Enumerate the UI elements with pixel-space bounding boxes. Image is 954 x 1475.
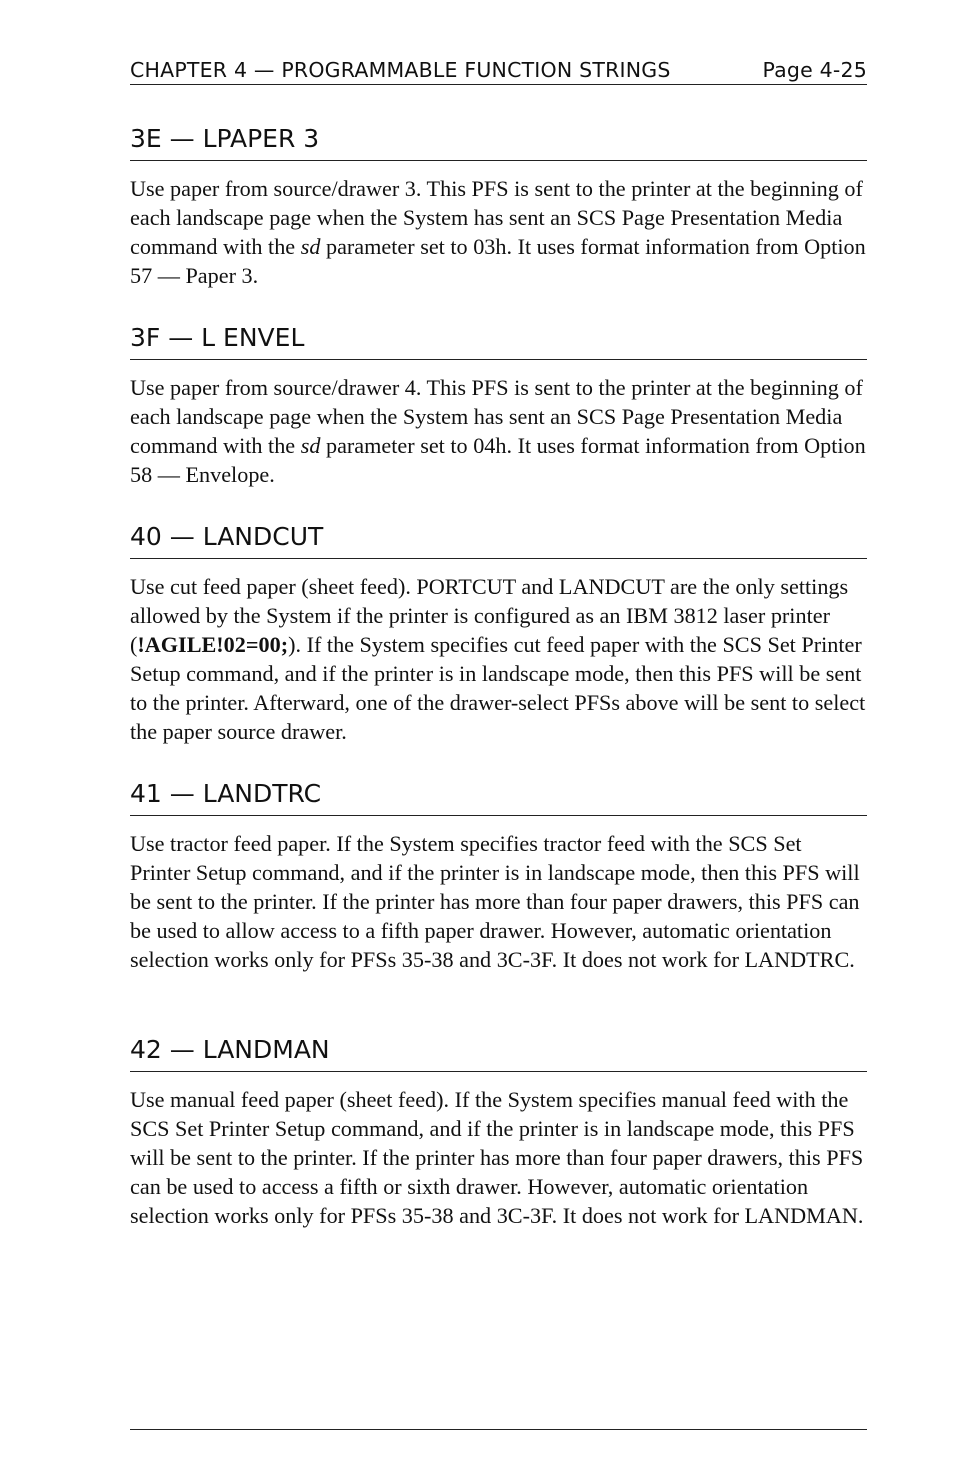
section-42 — [130, 1035, 867, 1231]
running-header — [130, 58, 867, 85]
section-body: Use cut feed paper (sheet feed). PORTCUT and LANDCUT are the only settings allowed by the System if the printer is configured as an IBM 3812 laser printer (!AGILE!02=00;). If the System specifies cut feed paper with the SCS Set Printer Setup command, and if the printer is in landscape mode, then this PFS will be sent to the printer. Afterward, one of the drawer-select PFSs above will be sent to select the paper source drawer. — [130, 574, 866, 744]
section-heading: 3F — L ENVEL — [130, 323, 867, 360]
section-heading: 42 — LANDMAN — [130, 1035, 867, 1072]
page-number: Page 4-25 — [762, 58, 867, 82]
footer-rule — [130, 1429, 867, 1430]
chapter-title: CHAPTER 4 — PROGRAMMABLE FUNCTION STRINGS — [130, 58, 671, 82]
section-heading: 3E — LPAPER 3 — [130, 124, 867, 161]
section-heading: 41 — LANDTRC — [130, 779, 867, 816]
section-40 — [130, 522, 867, 746]
section-body: Use paper from source/drawer 4. This PFS is sent to the printer at the beginning of each landscape page when the System has sent an SCS Page Presentation Media command with the sd parameter set to 04h. It uses format information from Option 58 — Envelope. — [130, 375, 866, 487]
section-3e — [130, 124, 867, 291]
section-41 — [130, 779, 867, 975]
section-heading: 40 — LANDCUT — [130, 522, 867, 559]
section-body: Use tractor feed paper. If the System specifies tractor feed with the SCS Set Printer Setup command, and if the printer is in landscape mode, then this PFS will be sent to the printer. If the printer has more than four paper drawers, this PFS can be used to allow access to a fifth paper drawer. However, automatic orientation selection works only for PFSs 35-38 and 3C-3F. It does not work for LANDTRC. — [130, 831, 860, 972]
section-3f — [130, 323, 867, 490]
section-body: Use manual feed paper (sheet feed). If the System specifies manual feed with the SCS Set Printer Setup command, and if the printer is in landscape mode, this PFS will be sent to the printer. If the printer has more than four paper drawers, this PFS can be used to access a fifth or sixth drawer. However, automatic orientation selection works only for PFSs 35-38 and 3C-3F. It does not work for LANDMAN. — [130, 1087, 864, 1228]
section-body: Use paper from source/drawer 3. This PFS is sent to the printer at the beginning of each landscape page when the System has sent an SCS Page Presentation Media command with the sd parameter set to 03h. It uses format information from Option 57 — Paper 3. — [130, 176, 866, 288]
